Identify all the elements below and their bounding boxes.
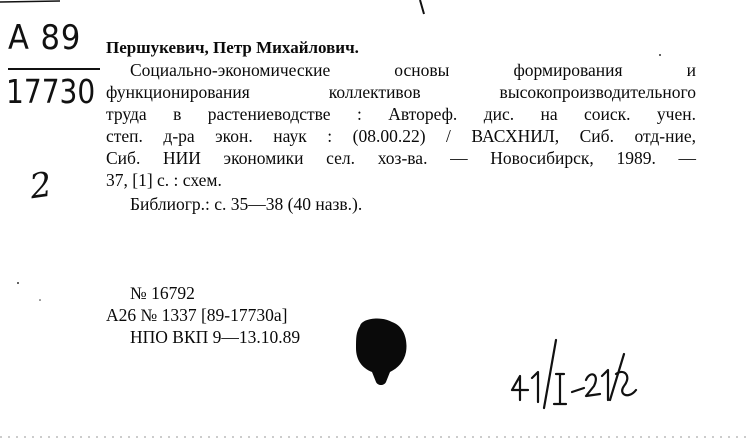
shelf-mark-bottom: 17730 [6, 72, 96, 111]
description-line: степ. д-ра экон. наук : (08.00.22) / ВАСХНИЛ, Сиб. отд-ние, [106, 126, 696, 146]
top-edge-mark [0, 1, 60, 2]
speck [17, 282, 19, 284]
bibliography-note: Библиогр.: с. 35—38 (40 назв.). [130, 194, 363, 214]
description-line: Сиб. НИИ экономики сел. хоз-ва. — Новосибирск, 1989. — [106, 148, 696, 168]
accession-number: № 16792 [130, 283, 195, 303]
description-line: труда в растениеводстве : Автореф. дис. на соиск. учен. [106, 104, 696, 124]
shelf-mark-rule [8, 68, 100, 70]
top-edge-tick [420, 0, 424, 14]
npo-stamp-line: НПО ВКП 9—13.10.89 [130, 327, 301, 347]
speck [39, 299, 41, 301]
shelf-mark-top: A 89 [8, 18, 82, 58]
description-line: функционирования коллективов высокопроизводительного [106, 82, 696, 102]
speck [659, 54, 661, 56]
copy-count-mark: 2 [27, 164, 55, 208]
handwritten-date-mark [498, 330, 648, 410]
title-line: Социально-экономические основы формирования и [130, 60, 696, 80]
call-number-line: А26 № 1337 [89-17730а] [106, 305, 288, 325]
pagination-line: 37, [1] с. : схем. [106, 170, 222, 190]
ink-blot [352, 316, 410, 388]
author-heading: Першукевич, Петр Михайлович. [106, 38, 359, 57]
